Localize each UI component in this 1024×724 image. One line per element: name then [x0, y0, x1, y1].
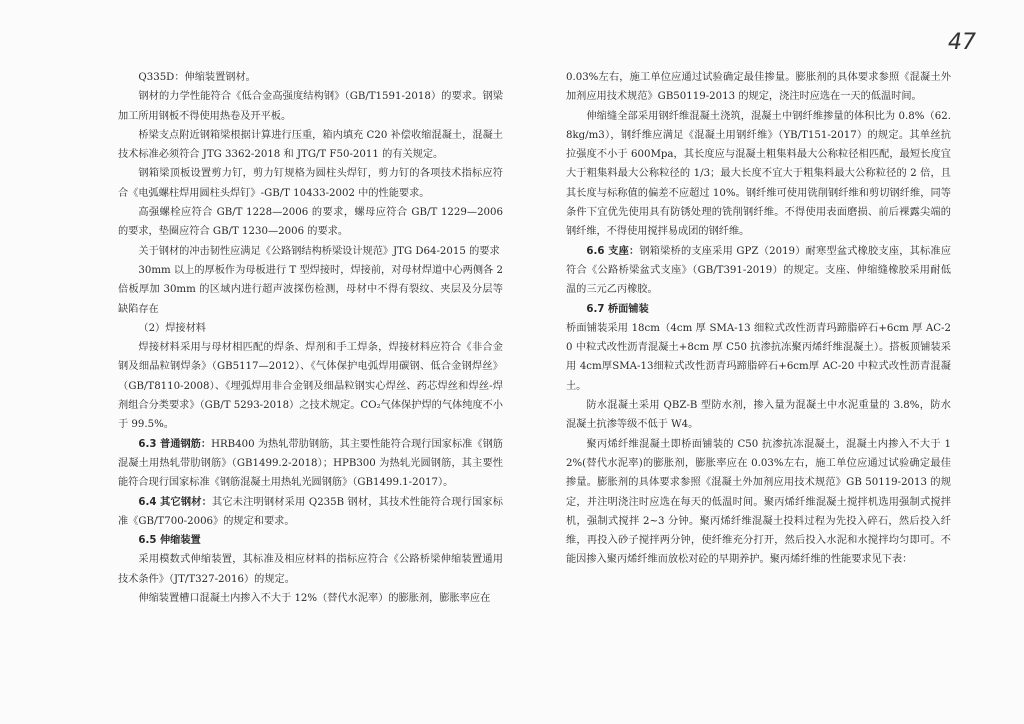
- paragraph-text: 其它未注明钢材采用 Q235B 钢材，其技术性能符合现行国家标准《GB/T700-2006》的规定和要求。: [118, 496, 503, 527]
- paragraph: 聚丙烯纤维混凝土即桥面铺装的 C50 抗渗抗冻混凝土，混凝土内掺入不大于 12%(替代水泥率)的膨胀剂，膨胀率应在 0.03%左右，施工单位应通过试验确定最佳掺量。膨胀剂的具体要求参照《混凝土外加剂应用技术规范》GB 50119-2013 的规定，并注明浇注时应选在每天的低温时间。聚丙烯纤维混凝土搅拌机选用强制式搅拌机，强制式搅拌 2~3 分钟。聚丙烯纤维混凝土投料过程为先投入碎石，然后投入纤维，再投入砂子搅拌两分钟，使纤维充分打开，然后投入水泥和水搅拌均匀即可。不能因掺入聚丙烯纤维而放松对砼的早期养护。聚丙烯纤维的性能要求见下表：: [566, 438, 951, 566]
- section-heading: 6.4 其它钢材：: [138, 496, 213, 508]
- paragraph: Q335D：伸缩装置钢材。: [138, 72, 256, 83]
- page-number: 47: [948, 30, 976, 55]
- section-heading: 6.6 支座：: [586, 245, 640, 257]
- paragraph: 防水混凝土采用 QBZ-B 型防水剂，掺入量为混凝土中水泥重量的 3.8%，防水混凝土抗渗等级不低于 W4。: [566, 400, 951, 431]
- section-heading: 6.5 伸缩装置: [138, 535, 201, 547]
- paragraph: （2）焊接材料: [138, 322, 206, 334]
- right-text-column: [566, 68, 951, 570]
- paragraph: 伸缩缝全部采用钢纤维混凝土浇筑，混凝土中钢纤维掺量的体积比为 0.8%（62.8kg/m3），钢纤维应满足《混凝土用钢纤维》（YB/T151-2017）的规定。其单丝抗拉强度不小于 600Mpa，其长度应与混凝土粗集料最大公称粒径相匹配，最短长度宜大于粗集料最大公称粒径的 1/3；最大长度不宜大于粗集料最大公称粒径的 2 倍，且其长度与标称值的偏差不应超过 10%。钢纤维可使用铣削钢纤维和剪切钢纤维，同等条件下宜优先使用具有防锈处理的铣削钢纤维。不得使用表面磨损、前后裸露尖端的钢纤维，不得使用搅拌易成团的钢纤维。: [566, 110, 951, 238]
- section-paragraph: [118, 435, 503, 493]
- section-paragraph: [566, 242, 951, 300]
- paragraph: 钢材的力学性能符合《低合金高强度结构钢》（GB/T1591-2018）的要求。钢梁加工所用钢板不得使用热卷及开平板。: [118, 91, 503, 122]
- paragraph: 钢箱梁顶板设置剪力钉，剪力钉规格为圆柱头焊钉，剪力钉的各项技术指标应符合《电弧螺柱焊用圆柱头焊钉》-GB/T 10433-2002 中的性能要求。: [118, 168, 503, 199]
- paragraph: 关于钢材的冲击韧性应满足《公路钢结构桥梁设计规范》JTG D64-2015 的要求: [138, 245, 500, 257]
- paragraph: 桥梁支点附近钢箱梁根据计算进行压重，箱内填充 C20 补偿收缩混凝土，混凝土技术标准必须符合 JTG 3362-2018 和 JTG/T F50-2011 的有关规定。: [118, 129, 503, 161]
- paragraph: 桥面铺装采用 18cm（4cm 厚 SMA-13 细粒式改性沥青玛蹄脂碎石+6cm 厚 AC-20 中粒式改性沥青混凝土+8cm 厚 C50 抗渗抗冻聚丙烯纤维混凝土）。搭板顶铺装采用 4cm厚SMA-13细粒式改性沥青玛蹄脂碎石+6cm厚 AC-20 中粒式改性沥青混凝土。: [566, 322, 951, 392]
- paragraph: 高强螺栓应符合 GB/T 1228—2006 的要求，螺母应符合 GB/T 1229—2006 的要求，垫圈应符合 GB/T 1230—2006 的要求。: [118, 207, 503, 238]
- paragraph: 焊接材料采用与母材相匹配的焊条、焊剂和手工焊条，焊接材料应符合《非合金钢及细晶粒钢焊条》（GB5117—2012）、《气体保护电弧焊用碳钢、低合金钢焊丝》（GB/T8110-2008）、《埋弧焊用非合金钢及细晶粒钢实心焊丝、药芯焊丝和焊丝-焊剂组合分类要求》（GB/T 5293-2018）之技术规定。CO₂气体保护焊的气体纯度不小于 99.5%。: [118, 342, 503, 431]
- paragraph-text: HRB400 为热轧带肋钢筋，其主要性能符合现行国家标准《钢筋混凝土用热轧带肋钢筋》（GB1499.2-2018）；HPB300 为热轧光圆钢筋，其主要性能符合现行国家标准《钢筋混凝土用热轧光圆钢筋》（GB1499.1-2017）。: [118, 438, 503, 489]
- section-paragraph: [118, 493, 503, 532]
- paragraph-text: 钢箱梁桥的支座采用 GPZ（2019）耐寒型盆式橡胶支座，其标准应符合《公路桥梁盆式支座》（GB/T391-2019）的规定。支座、伸缩缝橡胶采用耐低温的三元乙丙橡胶。: [566, 245, 951, 296]
- section-heading: 6.7 桥面铺装: [586, 303, 649, 315]
- paragraph: 30mm 以上的厚板作为母板进行 T 型焊接时，焊接前，对母材焊道中心两侧各 2 倍板厚加 30mm 的区域内进行超声波探伤检测，母材中不得有裂纹、夹层及分层等缺陷存在: [118, 264, 503, 315]
- left-text-column: [118, 68, 503, 608]
- paragraph: 采用模数式伸缩装置，其标准及相应材料的指标应符合《公路桥梁伸缩装置通用技术条件》（JT/T327-2016）的规定。: [118, 554, 503, 585]
- section-heading: 6.3 普通钢筋：: [138, 438, 212, 450]
- paragraph: 伸缩装置槽口混凝土内掺入不大于 12%（替代水泥率）的膨胀剂，膨胀率应在: [138, 593, 491, 605]
- paragraph: 0.03%左右，施工单位应通过试验确定最佳掺量。膨胀剂的具体要求参照《混凝土外加剂应用技术规范》GB50119-2013 的规定，浇注时应选在一天的低温时间。: [566, 72, 951, 103]
